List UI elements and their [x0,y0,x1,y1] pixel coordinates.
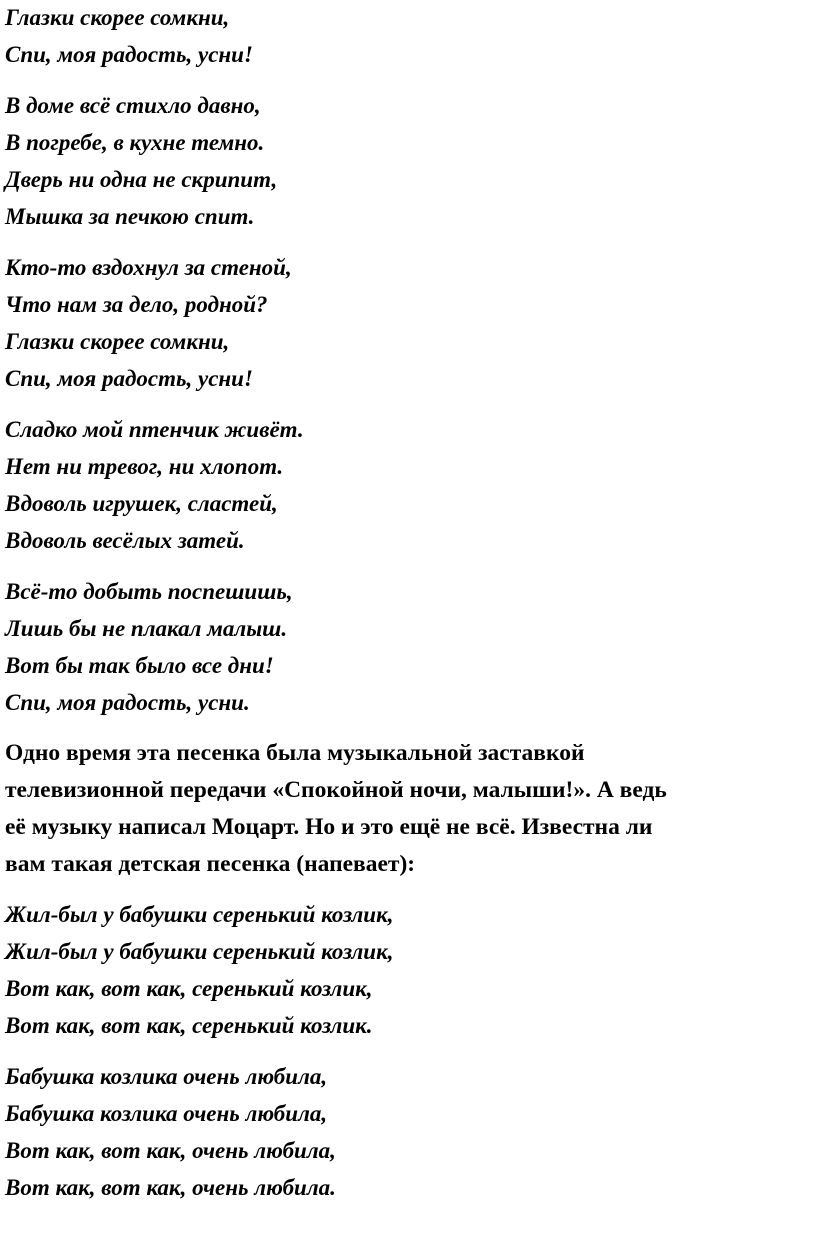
song-stanza-2 [5,1058,808,1206]
song-line: Вот как, вот как, очень любила. [5,1175,336,1200]
song-line: Жил-был у бабушки серенький козлик, [5,902,394,927]
poem-line: Глазки скорее сомкни, [5,5,230,30]
poem-line: Вдоволь игрушек, сластей, [5,491,278,516]
song-line: Вот как, вот как, серенький козлик. [5,1013,373,1038]
poem-line: В доме всё стихло давно, [5,93,261,118]
prose-line: Одно время эта песенка была музыкальной заставкой [5,740,585,766]
song-line: Жил-был у бабушки серенький козлик, [5,939,394,964]
poem-line: Лишь бы не плакал малыш. [5,616,288,641]
poem-line: Спи, моя радость, усни! [5,366,253,391]
poem-line: Сладко мой птенчик живёт. [5,417,304,442]
poem-stanza-3 [5,249,808,397]
poem-line: Вдоволь весёлых затей. [5,528,245,553]
poem-stanza-5 [5,573,808,721]
poem-line: Глазки скорее сомкни, [5,329,230,354]
song-line: Бабушка козлика очень любила, [5,1101,328,1126]
poem-line: Дверь ни одна не скрипит, [5,167,278,192]
poem-line: Кто-то вздохнул за стеной, [5,255,292,280]
prose-line: телевизионной передачи «Спокойной ночи, малыши!». А ведь [5,777,667,803]
poem-line: Спи, моя радость, усни! [5,42,253,67]
poem-line: Спи, моя радость, усни. [5,690,250,715]
prose-line: вам такая детская песенка (напевает): [5,851,416,877]
prose-paragraph [5,735,808,883]
poem-line: Что нам за дело, родной? [5,292,268,317]
song-line: Вот как, вот как, серенький козлик, [5,976,373,1001]
poem-line: Всё-то добыть поспешишь, [5,579,293,604]
poem-stanza-2 [5,87,808,235]
poem-line: В погребе, в кухне темно. [5,130,265,155]
poem-stanza-1 [5,0,808,73]
prose-line: её музыку написал Моцарт. Но и это ещё не всё. Известна ли [5,814,653,840]
poem-stanza-4 [5,411,808,559]
poem-line: Нет ни тревог, ни хлопот. [5,454,284,479]
song-line: Вот как, вот как, очень любила, [5,1138,336,1163]
song-stanza-1 [5,896,808,1044]
poem-line: Вот бы так было все дни! [5,653,274,678]
song-line: Бабушка козлика очень любила, [5,1064,328,1089]
poem-line: Мышка за печкою спит. [5,204,255,229]
